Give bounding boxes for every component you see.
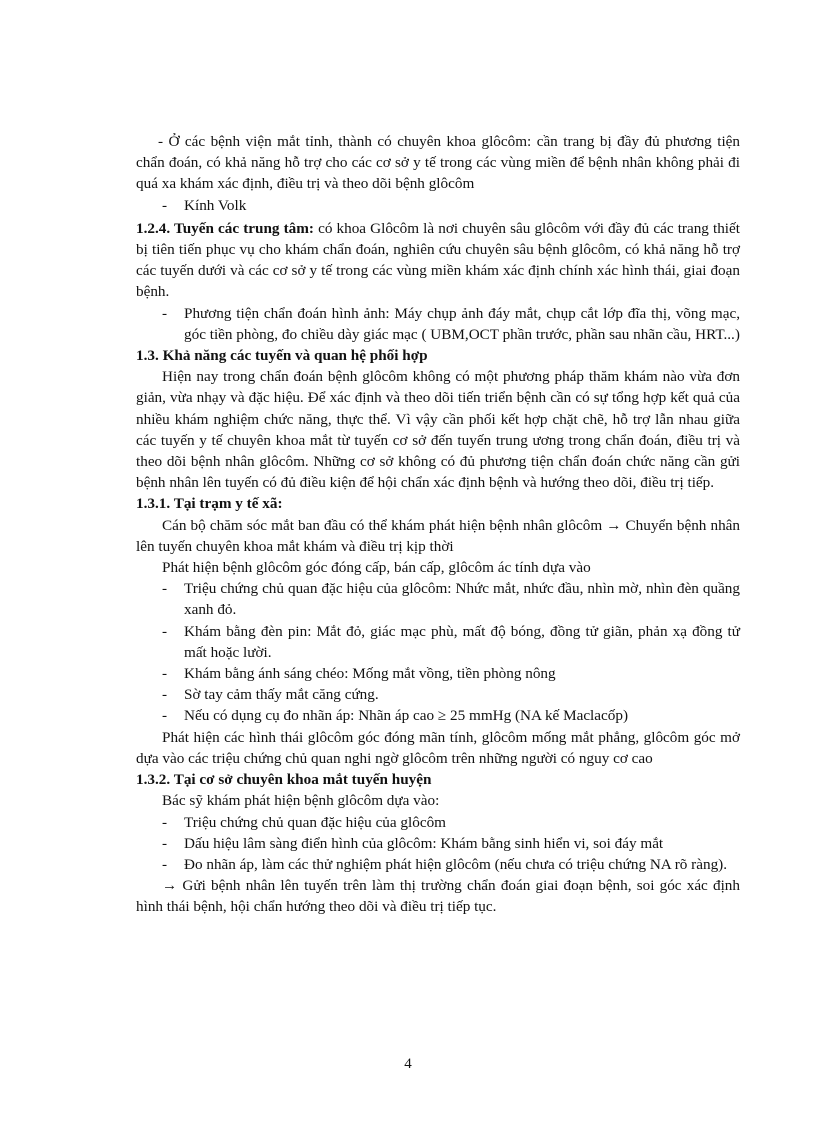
bullet-dash: -: [162, 813, 168, 831]
bullet-dash: -: [162, 580, 168, 598]
bullet-dash: -: [162, 196, 168, 214]
section-1-2-4: [136, 218, 740, 303]
heading-1-3-2: 1.3.2. Tại cơ sở chuyên khoa mắt tuyến huyện: [136, 771, 432, 789]
heading-1-3-1: 1.3.1. Tại trạm y tế xã:: [136, 495, 283, 513]
bullet-item: [136, 705, 740, 726]
paragraph-1-3-2-a: Bác sỹ khám phát hiện bệnh glôcôm dựa vào:: [162, 792, 440, 810]
body-text: [136, 131, 740, 918]
bullet-text: Nếu có dụng cụ đo nhãn áp: Nhãn áp cao ≥ 25 mmHg (NA kế Maclacốp): [184, 707, 629, 725]
bullet-text: Phương tiện chẩn đoán hình ảnh: Máy chụp ảnh đáy mắt, chụp cắt lớp đĩa thị, võng mạc, góc tiền phòng, đo chiều dày giác mạc ( UBM,OCT phần trước, phần sau nhãn cầu, HRT...): [184, 304, 740, 343]
bullet-dash: -: [162, 622, 168, 640]
bullet-item: [136, 833, 740, 854]
bullet-item: [136, 854, 740, 875]
bullet-item: [136, 303, 740, 345]
bullet-text: Khám bằng ánh sáng chéo: Mống mắt vồng, tiền phòng nông: [184, 665, 556, 683]
paragraph-1-3-1-b: Phát hiện bệnh glôcôm góc đóng cấp, bán cấp, glôcôm ác tính dựa vào: [162, 559, 591, 577]
bullet-dash: -: [162, 665, 168, 683]
bullet-item: [136, 684, 740, 705]
bullet-item: [136, 663, 740, 684]
bullet-dash: -: [162, 834, 168, 852]
section-1-2-4-text: có khoa Glôcôm là nơi chuyên sâu glôcôm với đầy đủ các trang thiết bị tiên tiến phục vụ cho khám chẩn đoán, nghiên cứu chuyên sâu bệnh glôcôm, có khả năng hỗ trợ các tuyến dưới và các cơ sở y tế trong các vùng miền khám xác định chính xác hình thái, giai đoạn bệnh.: [136, 219, 740, 301]
paragraph-1-3: Hiện nay trong chẩn đoán bệnh glôcôm không có một phương pháp thăm khám nào vừa đơn giản, vừa nhạy và đặc hiệu. Để xác định và theo dõi tiến triển bệnh cần có sự tổng hợp kết quả của nhiều khám nghiệm chức năng, thực thể. Vì vậy cần phối kết hợp chặt chẽ, hỗ trợ lẫn nhau giữa các tuyến y tế chuyên khoa mắt từ tuyến cơ sở đến tuyến trung ương trong chẩn đoán, điều trị và theo dõi bệnh nhân glôcôm. Những cơ sở không có đủ phương tiện chẩn đoán chức năng cần gửi bệnh nhân lên tuyến có đủ điều kiện để hội chẩn xác định bệnh và hướng theo dõi, điều trị tiếp.: [136, 368, 740, 492]
bullet-text: Triệu chứng chủ quan đặc hiệu của glôcôm: [184, 813, 446, 831]
paragraph-1-3-2-b: → Gửi bệnh nhân lên tuyến trên làm thị trường chẩn đoán giai đoạn bệnh, soi góc xác định hình thái bệnh, hội chẩn hướng theo dõi và điều trị tiếp tục.: [136, 877, 740, 916]
bullet-item: [136, 812, 740, 833]
bullet-dash: -: [162, 707, 168, 725]
bullet-text: Kính Volk: [184, 196, 247, 214]
bullet-text: Dấu hiệu lâm sàng điển hình của glôcôm: Khám bằng sinh hiển vi, soi đáy mắt: [184, 834, 664, 852]
page-number: 4: [404, 1056, 412, 1072]
bullet-dash: -: [162, 686, 168, 704]
heading-1-3: 1.3. Khả năng các tuyến và quan hệ phối hợp: [136, 347, 428, 365]
bullet-text: Triệu chứng chủ quan đặc hiệu của glôcôm: Nhức mắt, nhức đầu, nhìn mờ, nhìn đèn quầng xanh đỏ.: [184, 580, 740, 619]
paragraph-1-3-1-c: Phát hiện các hình thái glôcôm góc đóng mãn tính, glôcôm mống mắt phẳng, glôcôm góc mở dựa vào các triệu chứng chủ quan nghi ngờ glôcôm trên những người có nguy cơ cao: [136, 728, 740, 767]
bullet-dash: -: [162, 304, 168, 322]
bullet-item: [136, 195, 740, 216]
bullet-item: [136, 578, 740, 620]
heading-1-2-4: 1.2.4. Tuyến các trung tâm:: [136, 219, 314, 237]
bullet-text: Sờ tay cảm thấy mắt căng cứng.: [184, 686, 379, 704]
paragraph-1-3-1-a: Cán bộ chăm sóc mắt ban đầu có thể khám phát hiện bệnh nhân glôcôm → Chuyển bệnh nhân lên tuyến chuyên khoa mắt khám và điều trị kịp thời: [136, 516, 740, 555]
bullet-item: [136, 621, 740, 663]
paragraph-provincial-hospitals: - Ở các bệnh viện mắt tỉnh, thành có chuyên khoa glôcôm: cần trang bị đầy đủ phương tiện chẩn đoán, có khả năng hỗ trợ cho các cơ sở y tế trong các vùng miền để bệnh nhân không phải đi quá xa khám xác định, điều trị và theo dõi bệnh glôcôm: [136, 133, 740, 193]
bullet-dash: -: [162, 855, 168, 873]
bullet-text: Đo nhãn áp, làm các thử nghiệm phát hiện glôcôm (nếu chưa có triệu chứng NA rõ ràng).: [184, 855, 728, 873]
bullet-text: Khám bằng đèn pin: Mắt đỏ, giác mạc phù, mất độ bóng, đồng tử giãn, phản xạ đồng tử mất hoặc lười.: [184, 622, 740, 661]
